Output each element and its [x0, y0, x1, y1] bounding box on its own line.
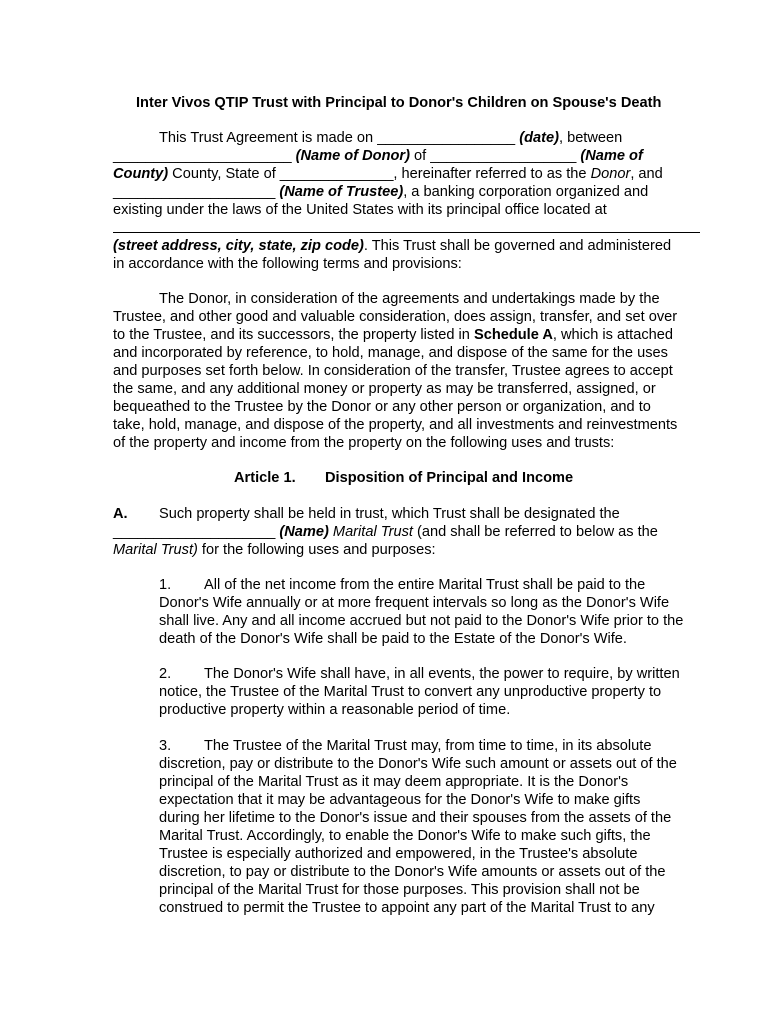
- section-a-label: A.: [113, 506, 128, 522]
- para2-line-8: take, hold, manage, and dispose of the property, and all investments and reinvestments: [113, 417, 678, 433]
- item-1-line-3: shall live. Any and all income accrued but not paid to the Donor's Wife prior to the: [159, 613, 684, 629]
- article-heading: Disposition of Principal and Income: [325, 470, 574, 486]
- item-3-number: 3.: [159, 738, 172, 754]
- intro-line-3: County) County, State of ______________, hereinafter referred to as the Donor, and: [113, 166, 663, 182]
- para2-line-7: bequeathed to the Trustee by the Donor or any other person or organization, and to: [113, 399, 651, 415]
- item-2-number: 2.: [159, 666, 172, 682]
- section-a-line-1: Such property shall be held in trust, which Trust shall be designated the: [159, 506, 620, 522]
- item-3-line-2: discretion, pay or distribute to the Donor's Wife such amount or assets out of the: [159, 756, 677, 772]
- intro-line-1: This Trust Agreement is made on _________________ (date), between: [159, 130, 623, 146]
- item-1-line-4: death of the Donor's Wife shall be paid to the Estate of the Donor's Wife.: [159, 631, 627, 647]
- item-2-line-2: notice, the Trustee of the Marital Trust to convert any unproductive property to: [159, 684, 662, 700]
- intro-line-2: ______________________ (Name of Donor) of __________________ (Name of: [113, 148, 643, 164]
- item-3-line-5: during her lifetime to the Donor's issue and their spouses from the assets of the: [159, 810, 672, 826]
- item-3-line-9: principal of the Marital Trust for those purposes. This provision shall not be: [159, 882, 640, 898]
- item-3-line-10: construed to permit the Trustee to appoint any part of the Marital Trust to any: [159, 900, 655, 916]
- para2-line-9: of the property and income from the property on the following uses and trusts:: [113, 435, 615, 451]
- item-2-line-1: The Donor's Wife shall have, in all events, the power to require, by written: [204, 666, 680, 682]
- section-a-line-2: ____________________ (Name) Marital Trust (and shall be referred to below as the: [113, 524, 658, 540]
- para2-line-5: and purposes set forth below. In consideration of the transfer, Trustee agrees to accept: [113, 363, 673, 379]
- item-2-line-3: productive property within a reasonable period of time.: [159, 702, 511, 718]
- para2-line-3: to the Trustee, and its successors, the property listed in Schedule A, which is attached: [113, 327, 673, 343]
- item-3-line-4: expectation that it may be advantageous for the Donor's Wife to make gifts: [159, 792, 641, 808]
- item-3-line-1: The Trustee of the Marital Trust may, from time to time, in its absolute: [204, 738, 652, 754]
- article-number: Article 1.: [234, 470, 296, 486]
- intro-line-6: (street address, city, state, zip code). This Trust shall be governed and administered: [113, 238, 672, 254]
- address-blank-line: [113, 232, 700, 233]
- item-3-line-8: discretion, to pay or distribute to the Donor's Wife amounts or assets out of the: [159, 864, 666, 880]
- para2-line-2: Trustee, and other good and valuable consideration, does assign, transfer, and set over: [113, 309, 678, 325]
- item-1-line-1: All of the net income from the entire Marital Trust shall be paid to the: [204, 577, 646, 593]
- section-a-line-3: Marital Trust) for the following uses and purposes:: [113, 542, 436, 558]
- item-3-line-6: Marital Trust. Accordingly, to enable the Donor's Wife to make such gifts, the: [159, 828, 651, 844]
- intro-line-4: ____________________ (Name of Trustee), a banking corporation organized and: [113, 184, 649, 200]
- document-title: Inter Vivos QTIP Trust with Principal to Donor's Children on Spouse's Death: [136, 95, 662, 111]
- item-3-line-7: Trustee is especially authorized and empowered, in the Trustee's absolute: [159, 846, 638, 862]
- item-1-line-2: Donor's Wife annually or at more frequent intervals so long as the Donor's Wife: [159, 595, 670, 611]
- item-3-line-3: principal of the Marital Trust as it may deem appropriate. It is the Donor's: [159, 774, 629, 790]
- para2-line-6: the same, and any additional money or property as may be transferred, assigned, or: [113, 381, 656, 397]
- intro-line-7: in accordance with the following terms and provisions:: [113, 256, 462, 272]
- para2-line-1: The Donor, in consideration of the agreements and undertakings made by the: [159, 291, 660, 307]
- item-1-number: 1.: [159, 577, 172, 593]
- para2-line-4: and incorporated by reference, to hold, manage, and dispose of the same for the uses: [113, 345, 668, 361]
- intro-line-5: existing under the laws of the United States with its principal office located at: [113, 202, 607, 218]
